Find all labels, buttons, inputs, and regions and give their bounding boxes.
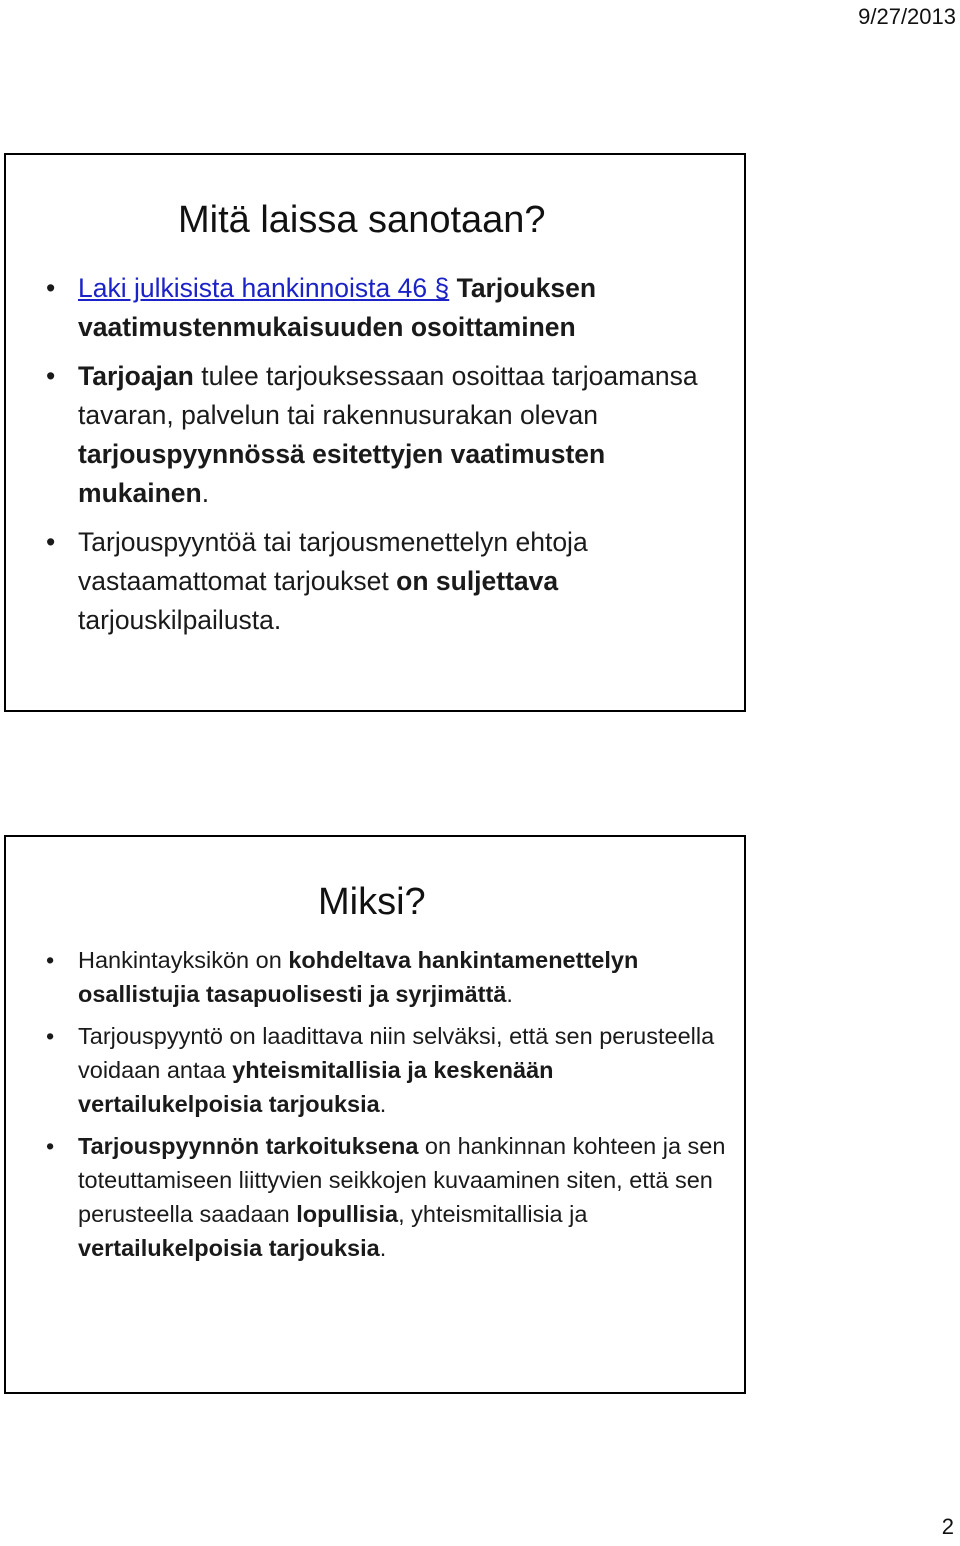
bullet-text: Tarjouspyyntöä tai tarjousmenettelyn ehtoja vastaamattomat tarjoukset (78, 527, 588, 596)
page-number: 2 (941, 1514, 954, 1539)
slide-title: Miksi? (318, 881, 426, 923)
bullet-text: . (379, 1091, 387, 1117)
bullet-bold-text: Tarjouksen vaatimustenmukaisuuden osoittaminen (78, 273, 597, 342)
bullet-text: Tarjouspyyntö on laadittava niin selväksi, että sen perusteella voidaan antaa (78, 1023, 715, 1083)
bullet-icon: • (46, 1023, 55, 1049)
bullet-list (46, 269, 706, 650)
slide-miksi (4, 835, 746, 1394)
bullet-item (46, 943, 726, 1011)
bullet-text: . (201, 478, 210, 508)
bullet-bold-text: Tarjouspyynnön tarkoituksena (78, 1133, 419, 1159)
bullet-text: tarjouskilpailusta. (78, 605, 282, 635)
bullet-text: on hankinnan kohteen ja sen toteuttamiseen liittyvien seikkojen kuvaaminen siten, että sen perusteella saadaan (78, 1133, 726, 1227)
bullet-item (46, 523, 706, 640)
header-date: 9/27/2013 (858, 4, 956, 29)
bullet-icon: • (46, 527, 56, 557)
slide-laissa (4, 153, 746, 712)
bullet-icon: • (46, 1133, 55, 1159)
bullet-text: . (379, 1235, 387, 1261)
bullet-text: , yhteismitallisia ja (398, 1201, 588, 1227)
law-link[interactable]: Laki julkisista hankinnoista 46 § (78, 273, 450, 303)
slide-title: Mitä laissa sanotaan? (178, 199, 546, 241)
bullet-bold-text: tarjouspyynnössä esitettyjen vaatimusten mukainen (78, 439, 606, 508)
bullet-bold-text: Tarjoajan (78, 361, 194, 391)
bullet-bold-text: yhteismitallisia ja keskenään vertailukelpoisia tarjouksia (78, 1057, 554, 1117)
bullet-item (46, 1129, 726, 1265)
bullet-text: . (506, 981, 513, 1007)
bullet-bold-text: vertailukelpoisia tarjouksia (78, 1235, 380, 1261)
bullet-item (46, 269, 706, 347)
bullet-bold-text: on suljettava (396, 566, 559, 596)
bullet-icon: • (46, 361, 56, 391)
bullet-item (46, 1019, 726, 1121)
bullet-text: tulee tarjouksessaan osoittaa tarjoamansa tavaran, palvelun tai rakennusurakan olevan (78, 361, 698, 430)
bullet-text: Hankintayksikön on (78, 947, 289, 973)
bullet-bold-text: lopullisia (296, 1201, 399, 1227)
bullet-icon: • (46, 273, 56, 303)
bullet-icon: • (46, 947, 55, 973)
bullet-list (46, 943, 726, 1273)
bullet-bold-text: kohdeltava hankintamenettelyn osallistujia tasapuolisesti ja syrjimättä (78, 947, 639, 1007)
bullet-item (46, 357, 706, 513)
